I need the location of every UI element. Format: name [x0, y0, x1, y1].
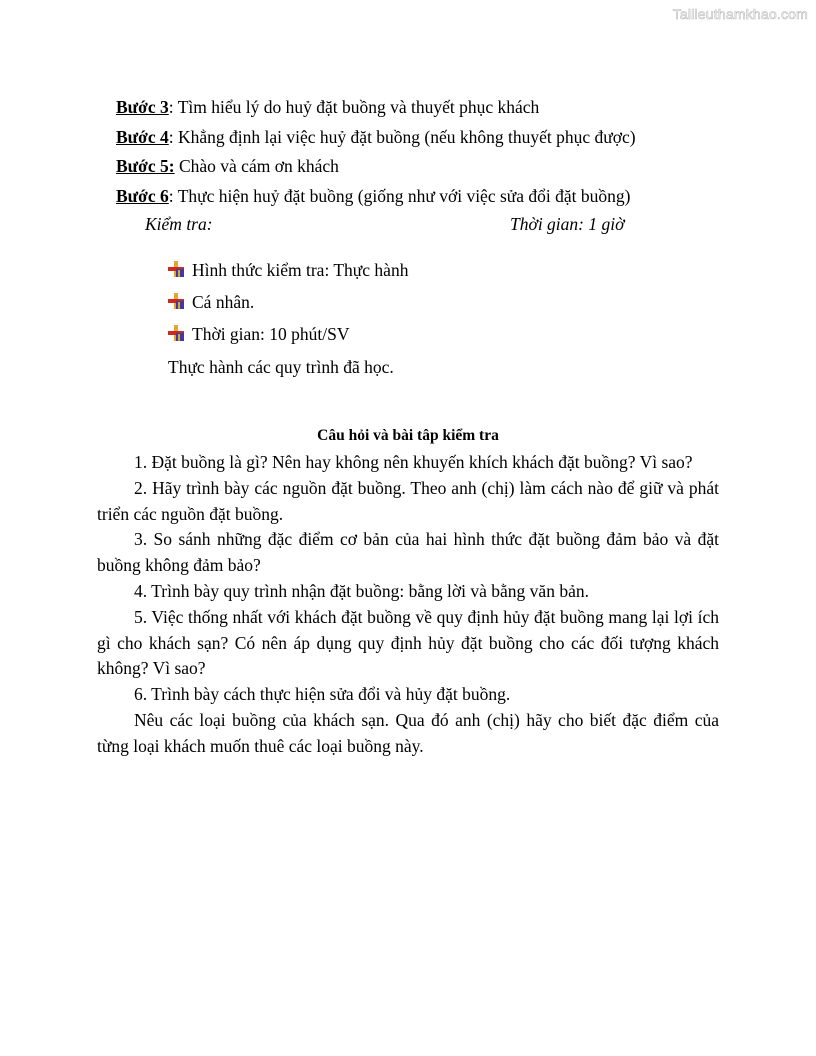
bullet-item: [168, 323, 408, 355]
step-separator: :: [168, 126, 174, 147]
bullet-plus-icon: [168, 325, 184, 341]
questions-list: [97, 450, 719, 760]
step-5: [116, 155, 756, 185]
bullet-text: Cá nhân.: [192, 292, 255, 312]
bullet-text: Thời gian: 10 phút/SV: [192, 324, 350, 344]
step-label: Bước 5:: [116, 156, 175, 176]
test-time: Thời gian: 1 giờ: [510, 214, 625, 234]
questions-title: Câu hỏi và bài tâp kiểm tra: [317, 427, 499, 444]
step-label: Bước 6: [116, 185, 169, 206]
bullet-item: [168, 259, 408, 291]
step-label: Bước 4: [116, 126, 169, 147]
step-text: Chào và cám ơn khách: [174, 156, 339, 176]
test-label: Kiểm tra:: [145, 214, 213, 234]
step-text: Tìm hiểu lý do huỷ đặt buồng và thuyết phục khách: [173, 97, 540, 117]
test-info-row: [145, 213, 665, 235]
bullet-text: Hình thức kiểm tra: Thực hành: [192, 260, 409, 280]
question-item: Nêu các loại buồng của khách sạn. Qua đó anh (chị) hãy cho biết đặc điểm của từng loại khách muốn thuê các loại buồng này.: [97, 709, 719, 756]
watermark: Tailieuthamkhao.com: [672, 6, 808, 22]
question-item: 6. Trình bày cách thực hiện sửa đổi và hủy đặt buồng.: [134, 684, 511, 705]
question-item: 3. So sánh những đặc điểm cơ bản của hai hình thức đặt buồng đảm bảo và đặt buồng không đảm bảo?: [97, 529, 719, 576]
question-item: 2. Hãy trình bày các nguồn đặt buồng. Theo anh (chị) làm cách nào để giữ và phát triển các nguồn đặt buồng.: [97, 477, 719, 524]
test-details-list: [168, 259, 408, 378]
step-separator: :: [168, 185, 174, 206]
step-text: Thực hiện huỷ đặt buồng (giống như với việc sửa đổi đặt buồng): [173, 185, 631, 206]
step-4: [116, 126, 756, 156]
step-6: [116, 185, 756, 215]
question-item: 1. Đặt buồng là gì? Nên hay không nên khuyến khích khách đặt buồng? Vì sao?: [134, 452, 693, 472]
question-item: 5. Việc thống nhất với khách đặt buồng về quy định hủy đặt buồng mang lại lợi ích gì cho khách sạn? Có nên áp dụng quy định hủy đặt buồng cho các đối tượng khách không? Vì sao?: [97, 606, 719, 679]
practice-text: Thực hành các quy trình đã học.: [168, 357, 394, 377]
step-3: [116, 96, 756, 126]
steps-list: [116, 96, 756, 214]
step-separator: :: [168, 97, 174, 117]
bullet-plus-icon: [168, 261, 184, 277]
step-text: Khẳng định lại việc huỷ đặt buồng (nếu không thuyết phục được): [173, 126, 636, 147]
bullet-item: [168, 291, 408, 323]
step-label: Bước 3: [116, 97, 169, 117]
bullet-plus-icon: [168, 293, 184, 309]
question-item: 4. Trình bày quy trình nhận đặt buồng: bằng lời và bằng văn bản.: [134, 580, 589, 601]
